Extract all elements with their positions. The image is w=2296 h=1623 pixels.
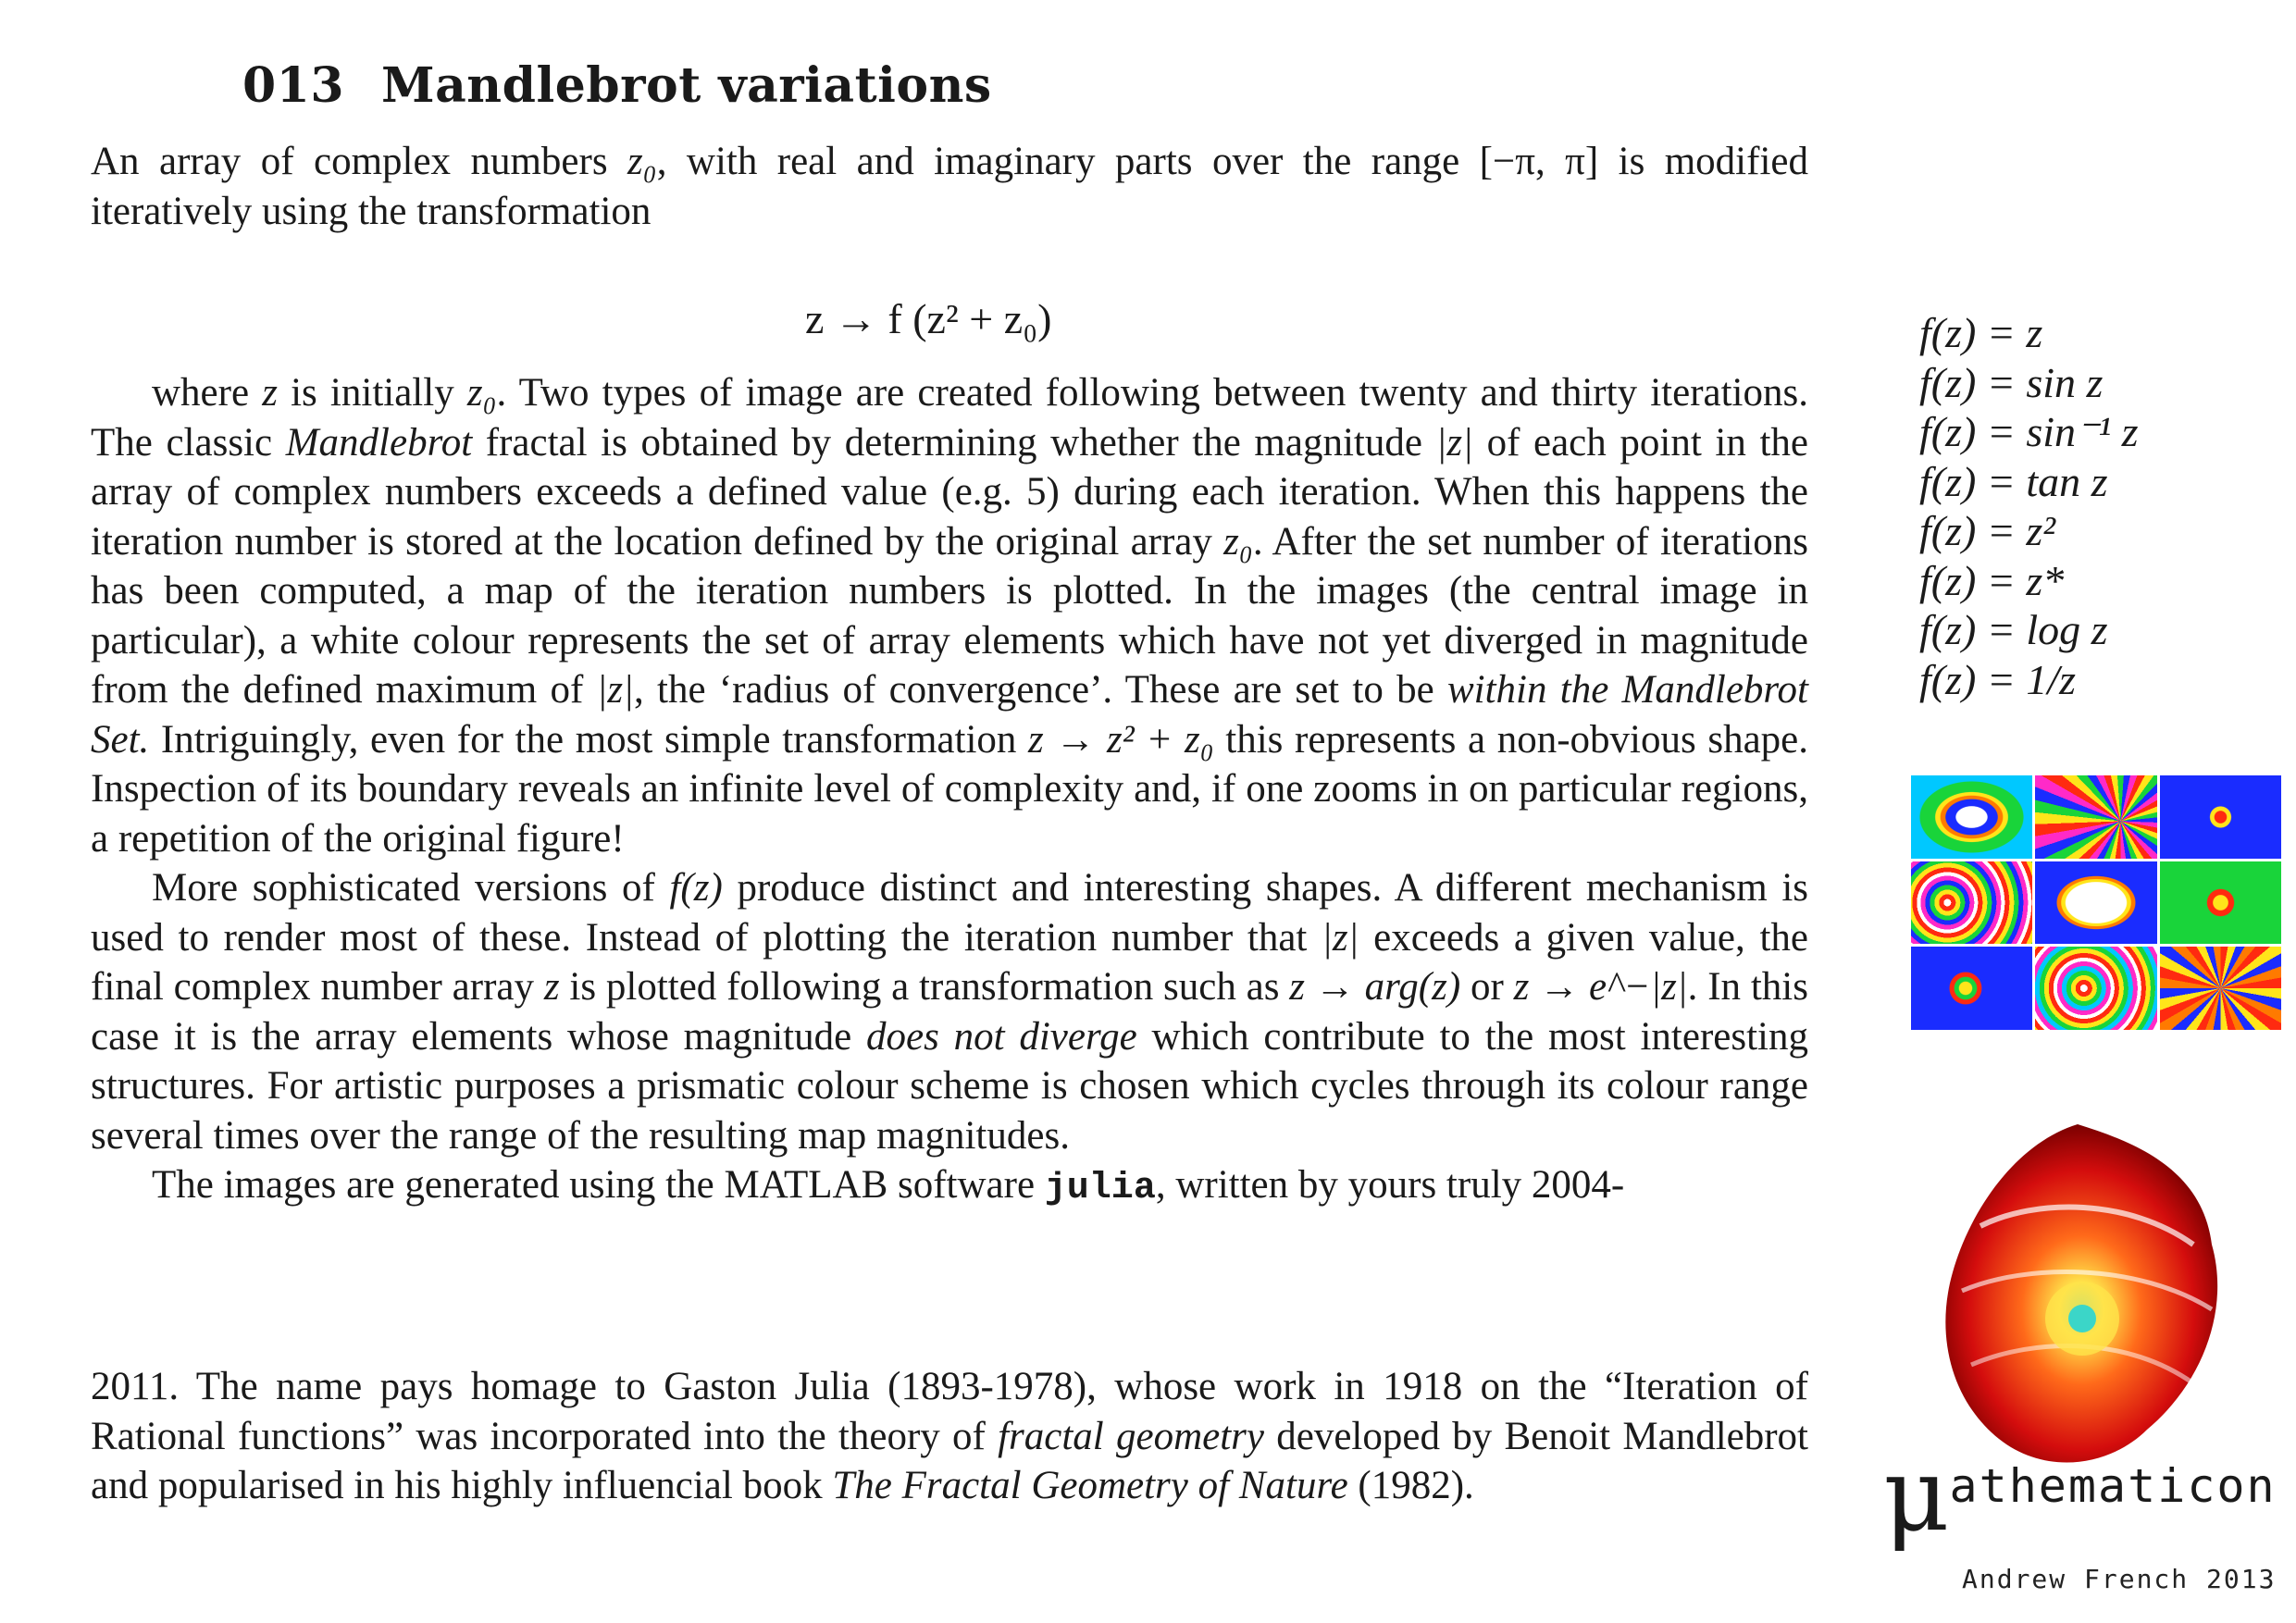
intro-text-2: , with real and imaginary parts over the range [−π, π] is modified iteratively using the transformation: [91, 140, 1808, 233]
p1-t2: is initially: [277, 371, 467, 415]
p1-t1: where: [152, 371, 263, 415]
p2-z: z: [543, 965, 560, 1009]
function-item: f(z) = sin z: [1919, 358, 2104, 406]
p2-m2: z → e^−|z|: [1513, 965, 1688, 1009]
fractal-logo-art: [1925, 1106, 2230, 1494]
p2-t5: or: [1460, 965, 1514, 1009]
p1-absz: |z|: [1435, 420, 1473, 465]
paragraph-2: [91, 863, 1808, 1160]
p3-code: julia: [1044, 1168, 1156, 1209]
p2-t6: . In this case it is the array elements whose magnitude: [91, 965, 1808, 1059]
brand-logo: [1883, 1435, 2277, 1554]
function-item: f(z) = tan z: [1919, 457, 2108, 505]
function-item: f(z) = log z: [1919, 606, 2108, 653]
p4-t2: developed by Benoit Mandlebrot and popularised in his highly influencial book: [91, 1414, 1808, 1507]
p1-t8: Intriguingly, even for the most simple transformation: [149, 717, 1029, 762]
paragraph-3: [91, 1160, 1808, 1214]
author-credit: Andrew French 2013: [1962, 1564, 2277, 1594]
p2-m1: z → arg(z): [1289, 965, 1461, 1009]
function-item: f(z) = 1/z: [1919, 655, 2077, 703]
p2-fz: f(z): [669, 866, 723, 910]
p2-t4: is plotted following a transformation such as: [559, 965, 1290, 1009]
p2-t3: exceeds a given value, the final complex number array: [91, 915, 1808, 1009]
fractal-tile-icon: [2035, 775, 2156, 859]
function-item: f(z) = sin⁻¹ z: [1919, 408, 2139, 455]
fractal-tile-icon: [2160, 861, 2281, 945]
p3-t2: , written by yours truly 2004-: [1155, 1163, 1625, 1207]
p4-it2: The Fractal Geometry of Nature: [832, 1464, 1348, 1507]
p2-it1: does not diverge: [865, 1014, 1137, 1059]
p2-t7: which contribute to the most interesting structures. For artistic purposes a prismatic colour scheme is chosen which cycles through its colour range several times over the range of the resulting map magnitudes.: [91, 1014, 1808, 1158]
paragraph-1: [91, 368, 1808, 863]
p1-it2: within the Mandlebrot Set.: [91, 668, 1808, 762]
brand-word: athematicon: [1949, 1459, 2277, 1513]
fractal-tile-icon: [2035, 861, 2156, 945]
p1-m1: z → z² + z₀: [1028, 717, 1214, 762]
fractal-tile-icon: [1911, 947, 2032, 1030]
p1-t4: fractal is obtained by determining whether the magnitude: [472, 420, 1436, 465]
function-item: f(z) = z²: [1919, 507, 2056, 554]
intro-text-1: An array of complex numbers: [91, 140, 628, 183]
p1-it1: Mandlebrot: [285, 420, 473, 465]
p2-t1: More sophisticated versions of: [152, 866, 670, 910]
p2-t2: produce distinct and interesting shapes. A different mechanism is used to render most of these. Instead of plotting the iteration number that: [91, 866, 1808, 960]
paragraph-4: [91, 1362, 1808, 1511]
p1-t5: of each point in the array of complex numbers exceeds a defined value (e.g. 5) during each iteration. When this happens the iteration number is stored at the location defined by the original array: [91, 420, 1808, 564]
function-list: [1919, 308, 2139, 704]
p1-t9: this represents a non-obvious shape. Inspection of its boundary reveals an infinite level of complexity and, if one zooms in on particular regions, a repetition of the original figure!: [91, 717, 1809, 861]
p4-it1: fractal geometry: [998, 1414, 1264, 1458]
page-title: [242, 57, 992, 114]
fractal-thumbnail-grid: [1911, 775, 2281, 1030]
function-item: f(z) = z*: [1919, 556, 2065, 604]
section-title: Mandlebrot variations: [381, 57, 992, 114]
p1-z0b: z₀: [1223, 519, 1253, 564]
math-z0: z₀: [627, 140, 657, 183]
p1-t3: . Two types of image are created following between twenty and thirty iterations. The classic: [91, 371, 1808, 465]
p1-absz2: |z|: [596, 668, 634, 712]
p1-t6: . After the set number of iterations has been computed, a map of the iteration numbers is plotted. In the images (the central image in particular), a white colour represents the set of array elements which have not yet diverged in magnitude from the defined maximum of: [91, 519, 1808, 712]
body-text: [91, 368, 1808, 1214]
fractal-tile-icon: [1911, 775, 2032, 859]
fractal-tile-icon: [2160, 775, 2281, 859]
intro-paragraph: [91, 137, 1808, 236]
fractal-tile-icon: [1911, 861, 2032, 945]
function-item: f(z) = z: [1919, 309, 2043, 356]
p4-t3: (1982).: [1347, 1464, 1474, 1507]
section-number: 013: [242, 57, 345, 114]
p1-t7: , the ‘radius of convergence’. These are set to be: [634, 668, 1447, 712]
p2-absz: |z|: [1322, 915, 1359, 960]
main-equation: z → f (z² + z₀): [805, 295, 1052, 342]
p4-t1: 2011. The name pays homage to Gaston Julia (1893-1978), whose work in 1918 on the “Iteration of Rational functions” was incorporated into the theory of: [91, 1365, 1808, 1458]
p3-t1: The images are generated using the MATLAB software: [152, 1163, 1045, 1207]
p1-z: z: [262, 371, 278, 415]
fractal-tile-icon: [2160, 947, 2281, 1030]
p1-z0: z₀: [466, 371, 497, 415]
fractal-tile-icon: [2035, 947, 2156, 1030]
brand-mu: μ: [1883, 1435, 1950, 1554]
